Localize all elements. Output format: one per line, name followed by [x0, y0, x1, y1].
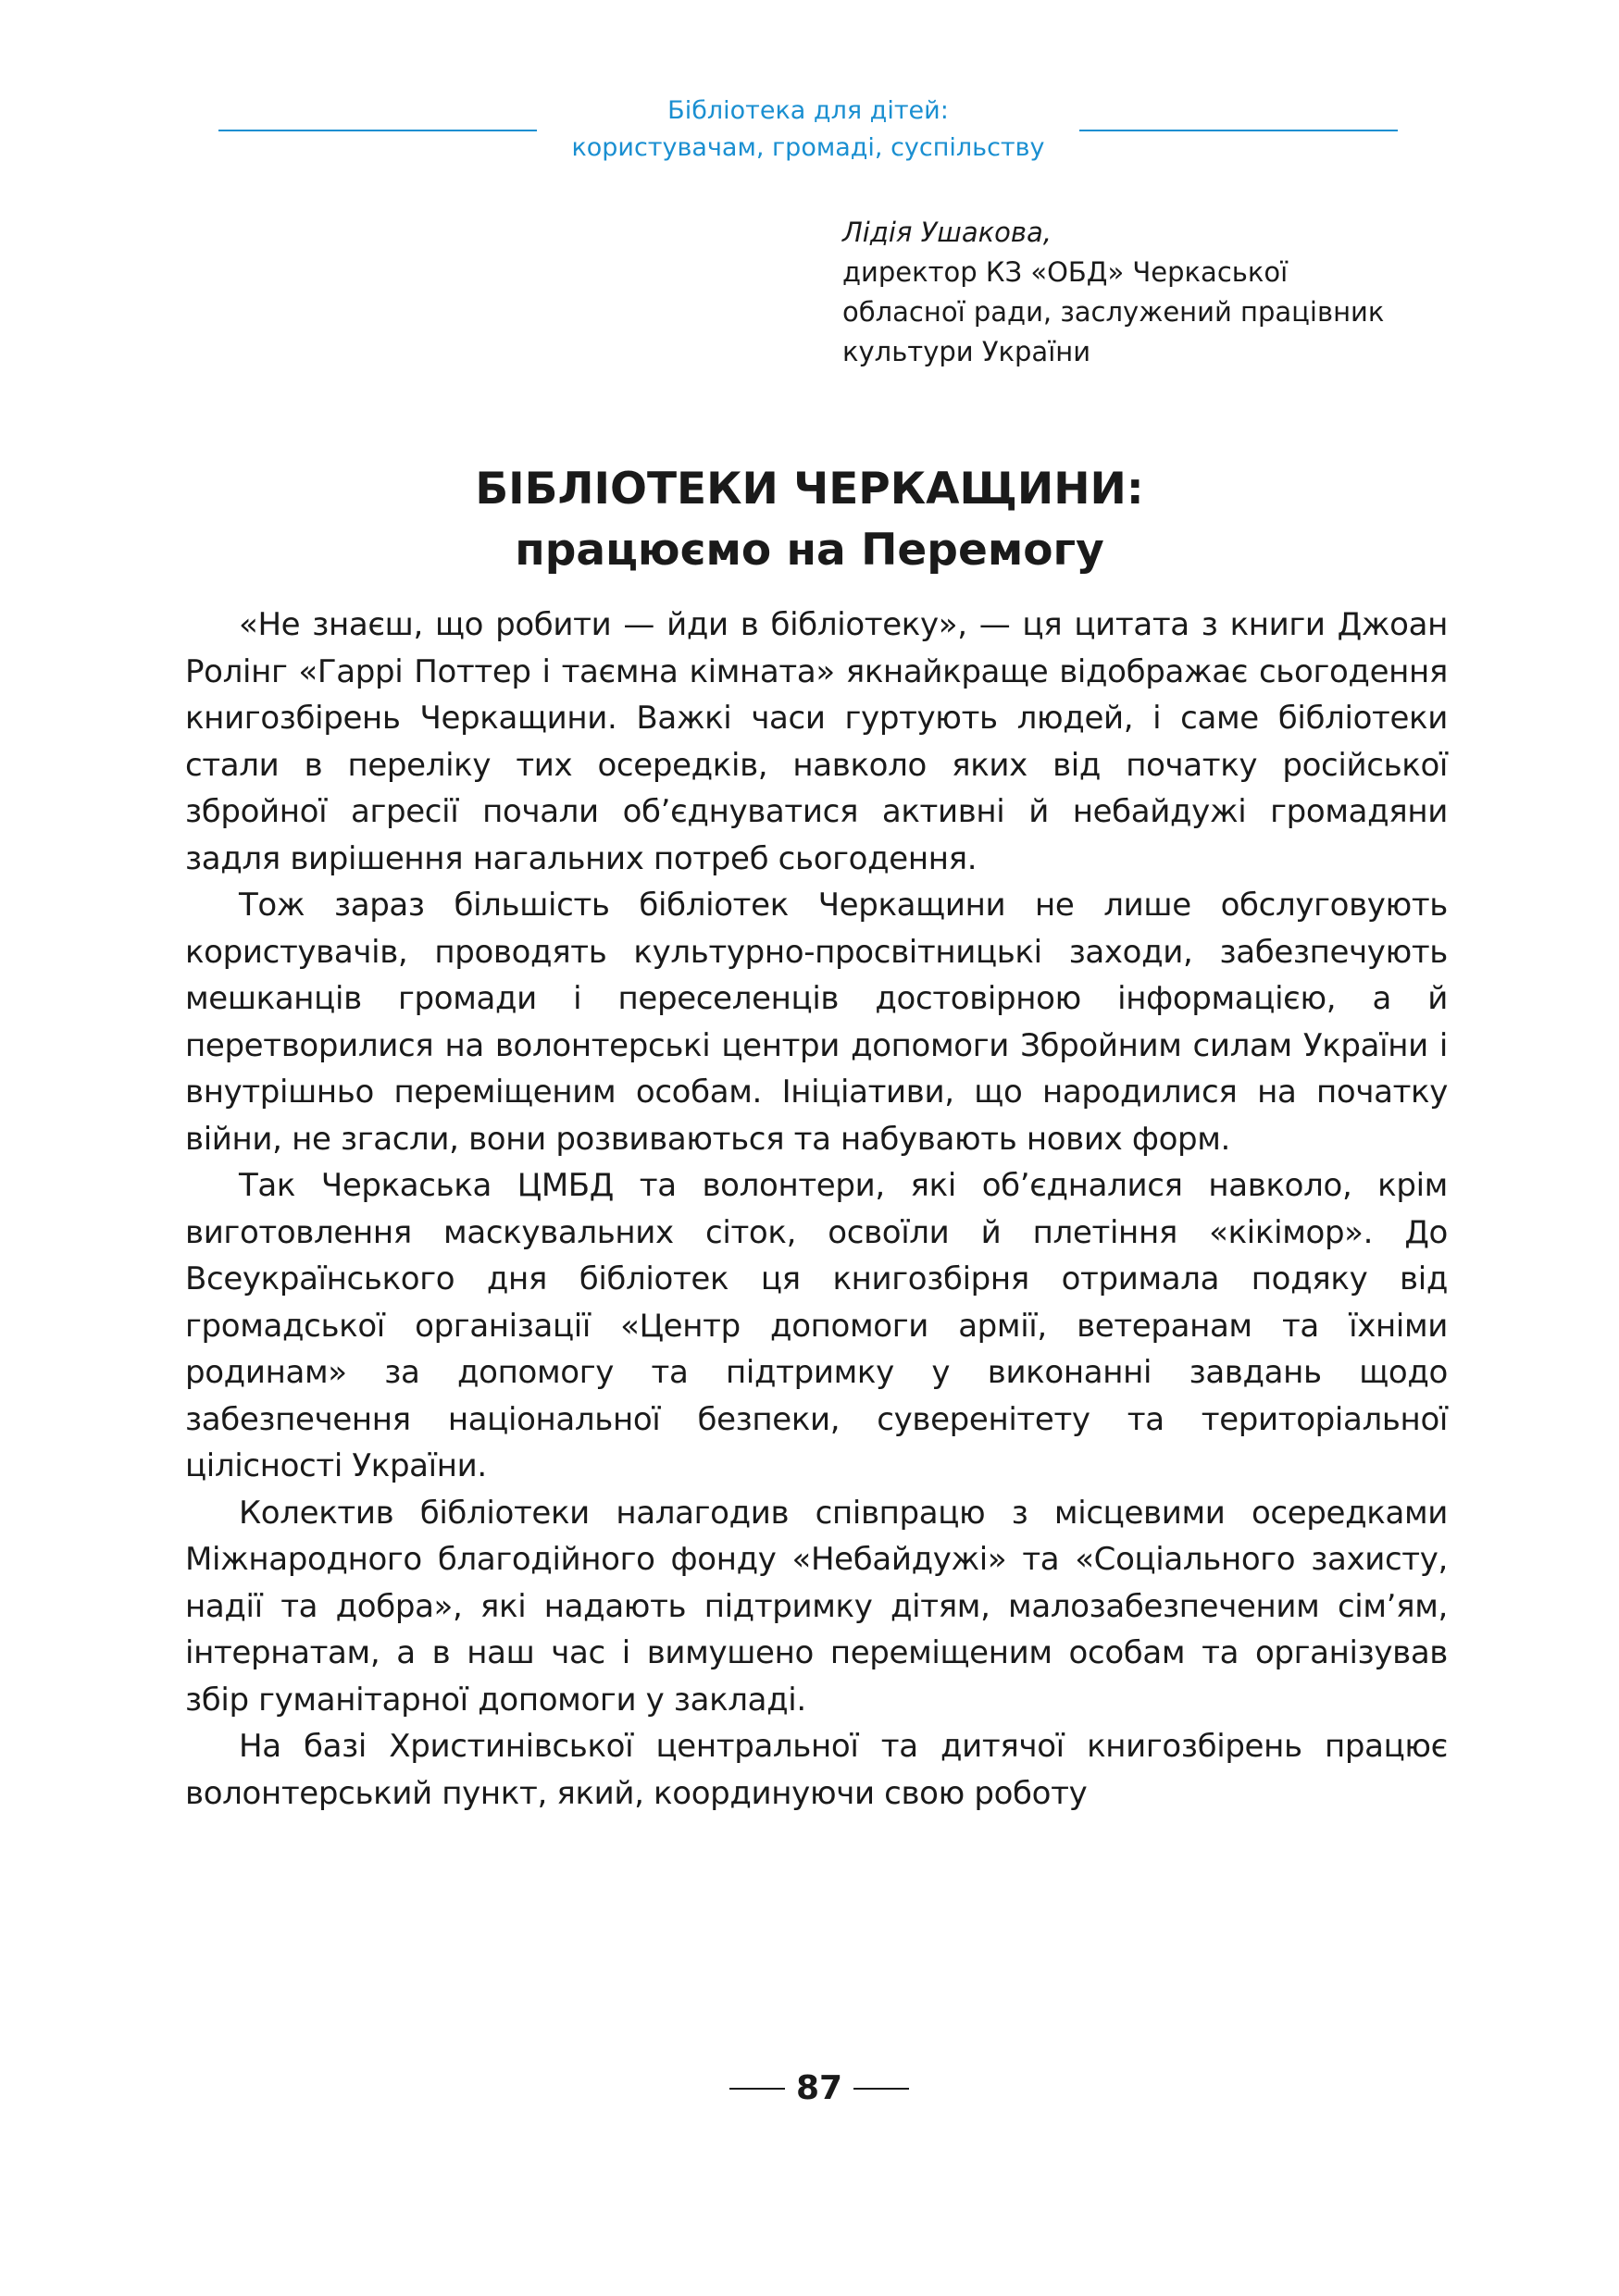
paragraph-3: Так Черкаська ЦМБД та волонтери, які об’єдналися навколо, крім виготовлення маскувальних сіток, освоїли й плетіння «кікімор». До Всеукраїнського дня бібліотек ця книгозбірня отримала подяку від громадської організації «Центр допомоги армії, ветеранам та їхніми родинам» за допомогу та підтримку у виконанні завдань щодо забезпечення національної безпеки, суверенітету та територіальної цілісності України. [185, 1167, 1448, 1484]
paragraph-2: Тож зараз більшість бібліотек Черкащини не лише обслуговують користувачів, проводять культурно-просвітницькі заходи, забезпечують мешканців громади і переселенців достовірною інформацією, а й перетворилися на волонтерські центри допомоги Збройним силам України і внутрішньо переміщеним особам. Ініціативи, що народилися на початку війни, не згасли, вони розвиваються та набувають нових форм. [185, 887, 1448, 1158]
paragraph-5: На базі Христинівської центральної та дитячої книгозбірень працює волонтерський пункт, який, координуючи свою роботу [185, 1728, 1448, 1812]
header-rule-right [1079, 130, 1398, 131]
running-header-title [537, 93, 1079, 167]
header-rule-left [218, 130, 537, 131]
author-name: Лідія Ушакова, [842, 217, 1052, 248]
footer-rule-left [729, 2088, 785, 2090]
running-header-line-1: Бібліотека для дітей: [667, 96, 949, 125]
author-position-line-3: культури України [842, 336, 1091, 367]
paragraph-1: «Не знаєш, що робити — йди в бібліотеку», — ця цитата з книги Джоан Ролінг «Гаррі Поттер і таємна кімната» якнайкраще відображає сьогодення книгозбірень Черкащини. Важкі часи гуртують людей, і саме бібліотеки стали в переліку тих осередків, навколо яких від початку російської збройної агресії почали об’єднуватися активні й небайдужі громадяни задля вирішення нагальних потреб сьогодення. [185, 606, 1448, 877]
footer-rule-right [853, 2088, 909, 2090]
running-header [0, 93, 1619, 176]
author-position-line-2: обласної ради, заслужений працівник [842, 296, 1385, 328]
author-position-line-1: директор КЗ «ОБД» Черкаської [842, 256, 1289, 288]
page-number: 87 [795, 2069, 843, 2107]
article-body [185, 602, 1448, 1817]
article-title-line-2: працюємо на Перемогу [515, 525, 1104, 577]
paragraph-4: Колектив бібліотеки налагодив співпрацю з місцевими осередками Міжнародного благодійного фонду «Небайдужі» та «Соціального захисту, надії та добра», які надають підтримку дітям, малозабезпеченим сім’ям, інтернатам, а в наш час і вимушено переміщеним особам та організував збір гуманітарної допомоги у закладі. [185, 1494, 1448, 1719]
article-title-line-1: БІБЛІОТЕКИ ЧЕРКАЩИНИ: [475, 464, 1144, 515]
running-header-line-2: користувачам, громаді, суспільству [571, 133, 1045, 162]
author-block [842, 213, 1509, 372]
article-title [185, 459, 1434, 581]
page-footer [0, 2066, 1619, 2112]
